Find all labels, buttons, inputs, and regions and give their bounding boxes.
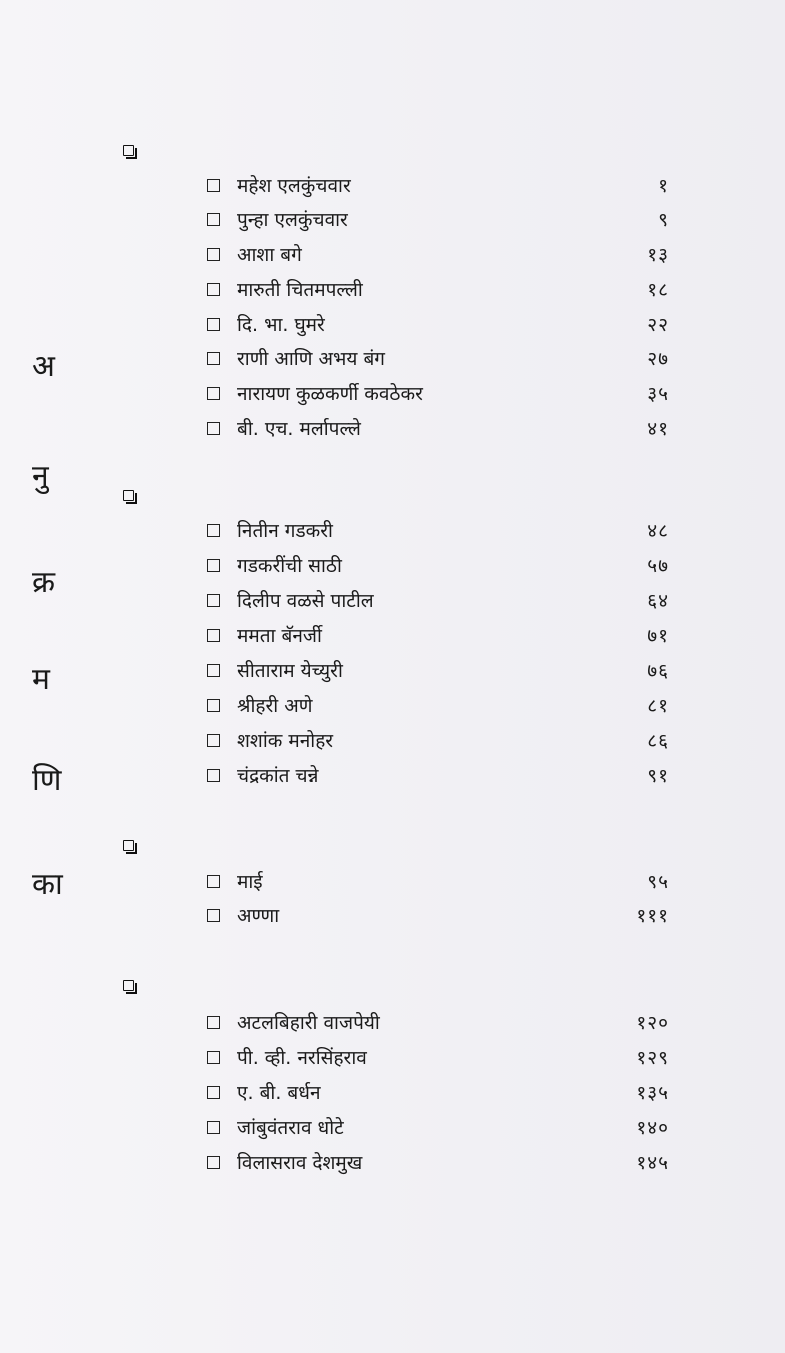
side-heading-letter: णि: [32, 763, 62, 798]
entry-title: दिलीप वळसे पाटील: [237, 590, 374, 612]
toc-entry: [207, 1113, 669, 1141]
group-bullet-icon: [123, 980, 137, 994]
entry-title: श्रीहरी अणे: [237, 695, 313, 717]
toc-entry: [207, 240, 669, 268]
entry-title: पी. व्ही. नरसिंहराव: [237, 1047, 367, 1069]
side-heading-letter: का: [32, 867, 63, 902]
entry-title: माई: [237, 871, 263, 893]
entry-title: सीताराम येच्युरी: [237, 660, 343, 682]
entry-page-number: ३५: [647, 383, 669, 405]
group-bullet-icon: [123, 490, 137, 504]
checkbox-icon: [207, 594, 220, 607]
checkbox-icon: [207, 769, 220, 782]
entry-title: महेश एलकुंचवार: [237, 175, 351, 197]
entry-title: बी. एच. मर्लापल्ले: [237, 418, 361, 440]
entry-page-number: १४०: [636, 1117, 669, 1139]
entry-title: गडकरींची साठी: [237, 555, 342, 577]
checkbox-icon: [207, 1016, 220, 1029]
checkbox-icon: [207, 629, 220, 642]
side-heading-letter: म: [32, 662, 50, 697]
checkbox-icon: [207, 875, 220, 888]
entry-page-number: ९: [658, 209, 669, 231]
entry-title: शशांक मनोहर: [237, 730, 334, 752]
checkbox-icon: [207, 213, 220, 226]
entry-page-number: ४१: [647, 418, 669, 440]
entry-page-number: ५७: [647, 555, 669, 577]
entry-page-number: १२९: [636, 1047, 669, 1069]
entry-title: ए. बी. बर्धन: [237, 1082, 321, 1104]
toc-entry: [207, 586, 669, 614]
entry-title: अटलबिहारी वाजपेयी: [237, 1012, 380, 1034]
checkbox-icon: [207, 664, 220, 677]
entry-page-number: २२: [647, 314, 669, 336]
checkbox-icon: [207, 283, 220, 296]
entry-page-number: २७: [647, 348, 669, 370]
checkbox-icon: [207, 1051, 220, 1064]
entry-page-number: ६४: [647, 590, 669, 612]
toc-entry: [207, 726, 669, 754]
toc-entry: [207, 867, 669, 895]
entry-title: नितीन गडकरी: [237, 520, 333, 542]
entry-page-number: ९१: [647, 765, 669, 787]
checkbox-icon: [207, 524, 220, 537]
entry-page-number: १: [658, 175, 669, 197]
side-heading-letter: अ: [32, 349, 55, 384]
entry-title: नारायण कुळकर्णी कवठेकर: [237, 383, 423, 405]
checkbox-icon: [207, 387, 220, 400]
checkbox-icon: [207, 179, 220, 192]
toc-entry: [207, 691, 669, 719]
entry-title: जांबुवंतराव धोटे: [237, 1117, 344, 1139]
entry-title: आशा बगे: [237, 244, 302, 266]
group-bullet-icon: [123, 840, 137, 854]
toc-entry: [207, 344, 669, 372]
entry-title: ममता बॅनर्जी: [237, 625, 322, 647]
entry-page-number: १३: [647, 244, 669, 266]
group-bullet-icon: [123, 145, 137, 159]
entry-page-number: १२०: [636, 1012, 669, 1034]
entry-title: मारुती चितमपल्ली: [237, 279, 363, 301]
toc-entry: [207, 414, 669, 442]
checkbox-icon: [207, 699, 220, 712]
entry-title: विलासराव देशमुख: [237, 1152, 363, 1174]
toc-entry: [207, 516, 669, 544]
checkbox-icon: [207, 909, 220, 922]
entry-page-number: १११: [636, 905, 669, 927]
entry-page-number: ७१: [647, 625, 669, 647]
checkbox-icon: [207, 1086, 220, 1099]
checkbox-icon: [207, 318, 220, 331]
checkbox-icon: [207, 734, 220, 747]
checkbox-icon: [207, 352, 220, 365]
toc-entry: [207, 171, 669, 199]
entry-title: चंद्रकांत चन्ने: [237, 765, 319, 787]
toc-entry: [207, 1043, 669, 1071]
entry-page-number: ९५: [647, 871, 669, 893]
toc-entry: [207, 1008, 669, 1036]
entry-page-number: १८: [647, 279, 669, 301]
entry-page-number: ८१: [647, 695, 669, 717]
entry-title: राणी आणि अभय बंग: [237, 348, 385, 370]
entry-page-number: ४८: [647, 520, 669, 542]
entry-page-number: १४५: [636, 1152, 669, 1174]
toc-entry: [207, 310, 669, 338]
entry-page-number: ८६: [647, 730, 669, 752]
side-heading-letter: नु: [32, 459, 49, 494]
toc-entry: [207, 621, 669, 649]
checkbox-icon: [207, 422, 220, 435]
checkbox-icon: [207, 248, 220, 261]
toc-entry: [207, 205, 669, 233]
entry-page-number: ७६: [647, 660, 669, 682]
toc-entry: [207, 1148, 669, 1176]
toc-entry: [207, 379, 669, 407]
checkbox-icon: [207, 1121, 220, 1134]
toc-entry: [207, 275, 669, 303]
checkbox-icon: [207, 559, 220, 572]
side-heading-letter: क्र: [32, 565, 56, 600]
entry-title: पुन्हा एलकुंचवार: [237, 209, 348, 231]
toc-entry: [207, 901, 669, 929]
toc-entry: [207, 1078, 669, 1106]
entry-page-number: १३५: [636, 1082, 669, 1104]
checkbox-icon: [207, 1156, 220, 1169]
toc-entry: [207, 656, 669, 684]
entry-title: दि. भा. घुमरे: [237, 314, 325, 336]
toc-entry: [207, 761, 669, 789]
toc-entry: [207, 551, 669, 579]
entry-title: अण्णा: [237, 905, 280, 927]
